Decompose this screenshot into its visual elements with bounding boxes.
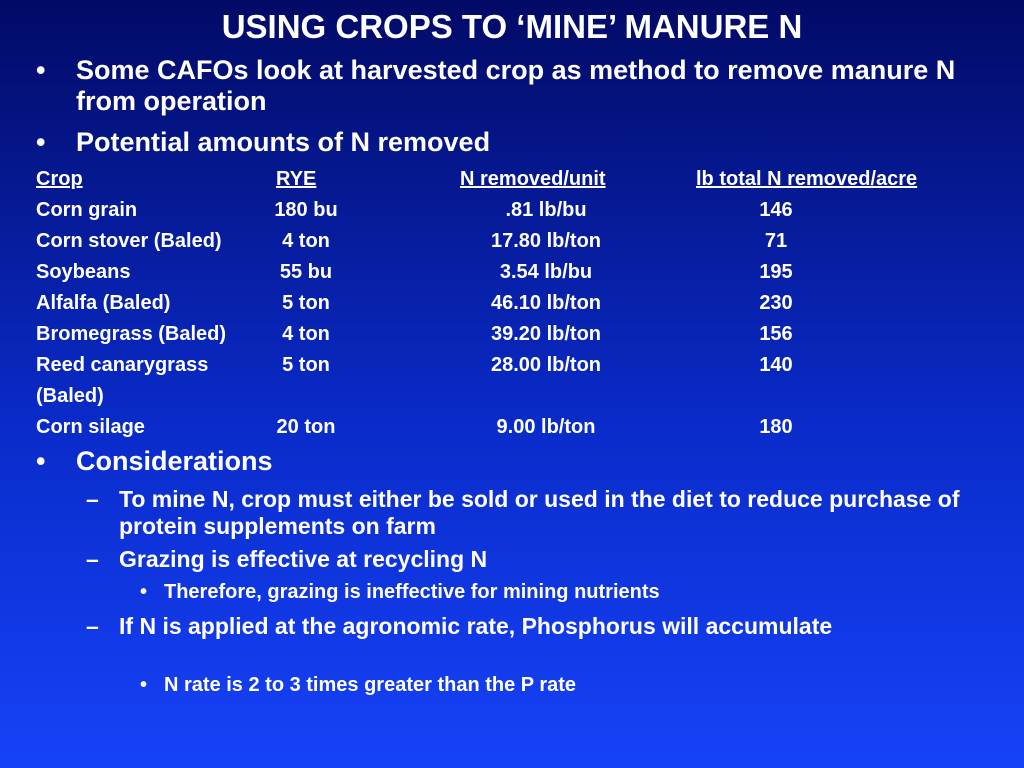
sub-bullet-text: To mine N, crop must either be sold or used in the diet to reduce purchase of protein supplements on farm	[119, 486, 960, 539]
cell-rye: 4 ton	[282, 230, 330, 252]
cell-rye: 5 ton	[282, 292, 330, 314]
slide-title: USING CROPS TO ‘MINE’ MANURE N	[221, 8, 803, 45]
bullet-mark: •	[140, 581, 148, 603]
cell-n-unit: 46.10 lb/ton	[490, 292, 602, 314]
table-row	[36, 226, 996, 257]
cell-rye: 20 ton	[276, 416, 336, 438]
cell-rye: 55 bu	[279, 261, 333, 283]
cell-n-unit: 17.80 lb/ton	[490, 230, 602, 252]
sub-bullet-grazing	[86, 546, 966, 573]
cell-crop: Soybeans	[36, 261, 131, 283]
cell-n-unit: 39.20 lb/ton	[490, 323, 602, 345]
table-row	[36, 412, 996, 443]
cell-crop: Alfalfa (Baled)	[36, 292, 171, 314]
dash-mark: –	[86, 486, 99, 512]
sub-bullet-phosphorus	[86, 613, 966, 640]
cell-total: 146	[759, 199, 793, 221]
table-row	[36, 288, 996, 319]
cell-rye: 4 ton	[282, 323, 330, 345]
dash-mark: –	[86, 546, 99, 572]
bullet-mark: •	[36, 127, 46, 157]
cell-crop-continuation: (Baled)	[36, 385, 104, 407]
cell-rye: 180 bu	[274, 199, 338, 221]
sub-sub-bullet-n-rate	[140, 673, 960, 697]
cell-total: 195	[759, 261, 793, 283]
header-n-removed-unit: N removed/unit	[460, 168, 606, 190]
sub-sub-bullet-text: Therefore, grazing is ineffective for mining nutrients	[164, 581, 660, 603]
sub-sub-bullet-grazing-ineffective	[140, 580, 960, 604]
table-row	[36, 257, 996, 288]
bullet-potential	[36, 127, 996, 158]
cell-total: 71	[764, 230, 788, 252]
bullet-text: Considerations	[76, 446, 273, 476]
cell-crop: Corn grain	[36, 199, 138, 221]
bullet-cafo	[36, 55, 996, 117]
cell-crop: Reed canarygrass	[36, 354, 209, 376]
bullet-text: Potential amounts of N removed	[76, 127, 491, 157]
cell-rye: 5 ton	[282, 354, 330, 376]
cell-n-unit: 28.00 lb/ton	[490, 354, 602, 376]
cell-total: 156	[759, 323, 793, 345]
n-removal-table	[36, 164, 996, 443]
cell-n-unit: .81 lb/bu	[505, 199, 587, 221]
table-row	[36, 195, 996, 226]
cell-total: 180	[759, 416, 793, 438]
cell-crop: Bromegrass (Baled)	[36, 323, 227, 345]
header-crop: Crop	[36, 168, 83, 190]
header-rye: RYE	[276, 168, 317, 190]
bullet-mark: •	[36, 55, 46, 85]
cell-crop: Corn silage	[36, 416, 145, 438]
sub-bullet-text: Grazing is effective at recycling N	[119, 546, 488, 572]
sub-bullet-text: If N is applied at the agronomic rate, Phosphorus will accumulate	[119, 613, 833, 639]
bullet-text: Some CAFOs look at harvested crop as method to remove manure N from operation	[76, 55, 956, 116]
cell-total: 140	[759, 354, 793, 376]
bullet-mark: •	[140, 674, 148, 696]
cell-crop: Corn stover (Baled)	[36, 230, 222, 252]
sub-bullet-mine-n	[86, 486, 966, 540]
cell-total: 230	[759, 292, 793, 314]
cell-n-unit: 9.00 lb/ton	[496, 416, 596, 438]
table-row-continuation	[36, 381, 996, 412]
cell-n-unit: 3.54 lb/bu	[499, 261, 593, 283]
table-row	[36, 319, 996, 350]
bullet-mark: •	[36, 446, 46, 476]
header-total-n-removed: lb total N removed/acre	[696, 168, 918, 190]
dash-mark: –	[86, 613, 99, 639]
sub-sub-bullet-text: N rate is 2 to 3 times greater than the P rate	[164, 674, 577, 696]
table-header-row	[36, 164, 996, 195]
table-row	[36, 350, 996, 381]
bullet-considerations	[36, 446, 996, 477]
